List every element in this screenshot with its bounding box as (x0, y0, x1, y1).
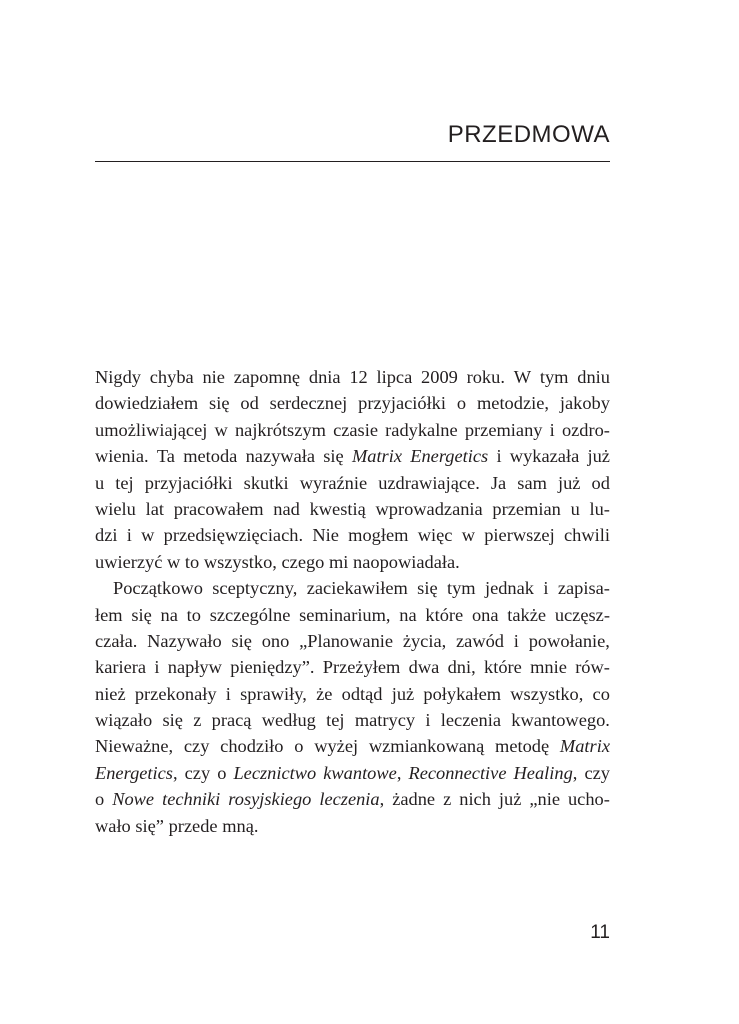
word: żadne (392, 789, 436, 810)
word: lat (145, 498, 164, 519)
word: już (557, 472, 581, 493)
word: że (316, 683, 333, 704)
word: u (95, 472, 105, 493)
word: chyba (149, 367, 194, 387)
text-line (95, 760, 610, 786)
word: Nie (312, 525, 339, 546)
word: najkrótszym (234, 419, 326, 440)
word: się (231, 630, 252, 651)
word: Healing, (513, 762, 578, 783)
word: wszystko, (203, 551, 277, 572)
word: 2009 (421, 367, 458, 387)
text-line (95, 733, 610, 759)
word: więc (417, 525, 453, 546)
word: sceptyczny, (212, 578, 298, 599)
word: radykalne (385, 419, 458, 440)
word: życia, (402, 630, 447, 651)
word: w (141, 525, 155, 546)
word: czała. (95, 630, 138, 651)
word: Początkowo (113, 578, 203, 599)
word: z (443, 789, 452, 810)
word: dnia (308, 367, 341, 387)
word: chwili (563, 525, 610, 546)
text-line (95, 628, 610, 654)
text-line (95, 549, 610, 575)
word: wało (95, 815, 131, 836)
word: zaciekawiłem (306, 578, 408, 599)
word: umożliwiającej (95, 419, 208, 440)
word: metodę (495, 736, 550, 757)
word: czy (584, 762, 610, 783)
word: i (496, 446, 502, 467)
text-line (95, 575, 610, 601)
word: i (513, 630, 519, 651)
word: uczęsz- (554, 604, 610, 625)
word: rów- (575, 657, 610, 678)
word: się (417, 578, 438, 599)
word: z (193, 710, 202, 731)
word: metodzie, (476, 393, 549, 414)
word: jakoby (559, 393, 610, 414)
word: w (167, 551, 181, 572)
word: napływ (167, 657, 222, 678)
word: kwantowego. (511, 710, 610, 731)
text-line (95, 443, 610, 469)
word: u (570, 498, 580, 519)
word: seminarium, (299, 604, 391, 625)
word: już (391, 683, 415, 704)
word: zapomnę (233, 367, 301, 387)
word: czasie (333, 419, 378, 440)
word: tym (539, 367, 569, 387)
text-line (95, 707, 610, 733)
word: nad (273, 498, 300, 519)
text-line (95, 786, 610, 812)
word: czy (184, 762, 211, 783)
word: „nie (529, 789, 560, 810)
word: lu- (589, 498, 610, 519)
word: które (484, 657, 522, 678)
word: się (209, 393, 230, 414)
word: i (543, 578, 549, 599)
word: sam (517, 472, 547, 493)
word: wszystko, (510, 683, 584, 704)
word: i (126, 525, 132, 546)
word: 12 (349, 367, 368, 387)
word: i (549, 419, 555, 440)
word: ozdro- (561, 419, 610, 440)
word: uwierzyć (95, 551, 163, 572)
word: lipca (376, 367, 413, 387)
word: przemiany (464, 419, 543, 440)
word: uzdrawiające. (378, 472, 480, 493)
word: nazywała (245, 446, 316, 467)
text-line (95, 390, 610, 416)
word: metoda (183, 446, 238, 467)
word: przekonały (134, 683, 217, 704)
word: wykazała (509, 446, 580, 467)
word: pracą (211, 710, 252, 731)
word: kwestią (309, 498, 366, 519)
word: już (498, 789, 522, 810)
word: Matrix (351, 446, 402, 467)
word: Ta (156, 446, 175, 467)
text-line (95, 522, 610, 548)
word: się” (135, 815, 164, 836)
text-line (95, 681, 610, 707)
text-line (95, 417, 610, 443)
word: na (399, 604, 417, 625)
word: wielu (95, 498, 136, 519)
word: skutki (243, 472, 289, 493)
word: dni, (447, 657, 476, 678)
word: mi (329, 551, 349, 572)
word: nich (459, 789, 491, 810)
word: na (160, 604, 178, 625)
word: powołanie, (528, 630, 610, 651)
word: ono (261, 630, 290, 651)
word: czy (183, 736, 210, 757)
word: „Planowanie (299, 630, 394, 651)
word: pierwszej (484, 525, 555, 546)
word: według (261, 710, 316, 731)
word: Energetics (410, 446, 489, 467)
word: odtąd (341, 683, 383, 704)
word: o (456, 393, 467, 414)
word: wzmiankowaną (368, 736, 485, 757)
word: dowiedziałem (95, 393, 199, 414)
word: połykałem (423, 683, 502, 704)
word: Reconnective (408, 762, 507, 783)
word: przemian (492, 498, 561, 519)
word: zawód (456, 630, 504, 651)
word: to (184, 551, 200, 572)
word: tym (446, 578, 476, 599)
word: Matrix (559, 736, 610, 757)
word: Nowe (112, 789, 155, 810)
word: Nazywało (147, 630, 222, 651)
word: już (587, 446, 610, 467)
word: i (225, 683, 231, 704)
word: przyjaciółki (358, 393, 446, 414)
word: i (425, 710, 431, 731)
word: nie (202, 367, 225, 387)
word: matrycy (354, 710, 416, 731)
word: jednak (484, 578, 534, 599)
word: Nigdy (95, 367, 141, 387)
word: rosyjskiego (228, 789, 312, 810)
word: które (425, 604, 464, 625)
text-line (95, 364, 610, 390)
word: o (217, 762, 227, 783)
word: łem (95, 604, 123, 625)
text-line (95, 496, 610, 522)
word: w (214, 419, 228, 440)
word: Energetics, (95, 762, 178, 783)
word: przede (168, 815, 218, 836)
word: mogłem (348, 525, 409, 546)
word: przedsięwzięciach. (163, 525, 304, 546)
word: co (592, 683, 610, 704)
word: chodziło (220, 736, 284, 757)
word: mnie (530, 657, 567, 678)
word: przyjaciółki (144, 472, 233, 493)
word: Przeżyłem (322, 657, 401, 678)
word: wiązało (95, 710, 153, 731)
word: się (131, 604, 152, 625)
text-line (95, 654, 610, 680)
word: od (240, 393, 259, 414)
word: kwantowe, (323, 762, 402, 783)
word: czego (281, 551, 325, 572)
word: mną. (222, 815, 259, 836)
word: sprawiły, (240, 683, 307, 704)
word: W (513, 367, 532, 387)
text-line (95, 470, 610, 496)
text-line (95, 813, 610, 839)
word: i (154, 657, 160, 678)
word: w (461, 525, 475, 546)
word: tej (115, 472, 134, 493)
word: się (323, 446, 344, 467)
word: także (507, 604, 547, 625)
word: serdecznej (269, 393, 348, 414)
word: o (95, 789, 105, 810)
word: wyraźnie (299, 472, 368, 493)
word: techniki (162, 789, 221, 810)
word: szczególne (209, 604, 291, 625)
word: leczenia (440, 710, 502, 731)
chapter-title: PRZEDMOWA (447, 121, 610, 148)
word: o (294, 736, 304, 757)
page-number: 11 (590, 922, 610, 943)
word: ona (471, 604, 499, 625)
word: się (162, 710, 183, 731)
word: kariera (95, 657, 147, 678)
word: od (591, 472, 610, 493)
title-divider (95, 161, 610, 162)
word: nież (95, 683, 126, 704)
word: wprowadzania (375, 498, 483, 519)
word: roku. (466, 367, 505, 387)
word: tej (326, 710, 345, 731)
text-line (95, 602, 610, 628)
word: dwa (408, 657, 440, 678)
word: Lecznictwo (233, 762, 317, 783)
word: dniu (577, 367, 610, 387)
word: Nieważne, (95, 736, 174, 757)
word: pieniędzy”. (230, 657, 315, 678)
word: naopowiadała. (353, 551, 460, 572)
word: to (186, 604, 201, 625)
word: wienia. (95, 446, 149, 467)
word: ucho- (567, 789, 610, 810)
word: leczenia, (319, 789, 385, 810)
word: dzi (95, 525, 118, 546)
word: zapisa- (557, 578, 610, 599)
body-text (95, 364, 610, 839)
word: Ja (490, 472, 507, 493)
word: wyżej (314, 736, 359, 757)
word: pracowałem (173, 498, 264, 519)
